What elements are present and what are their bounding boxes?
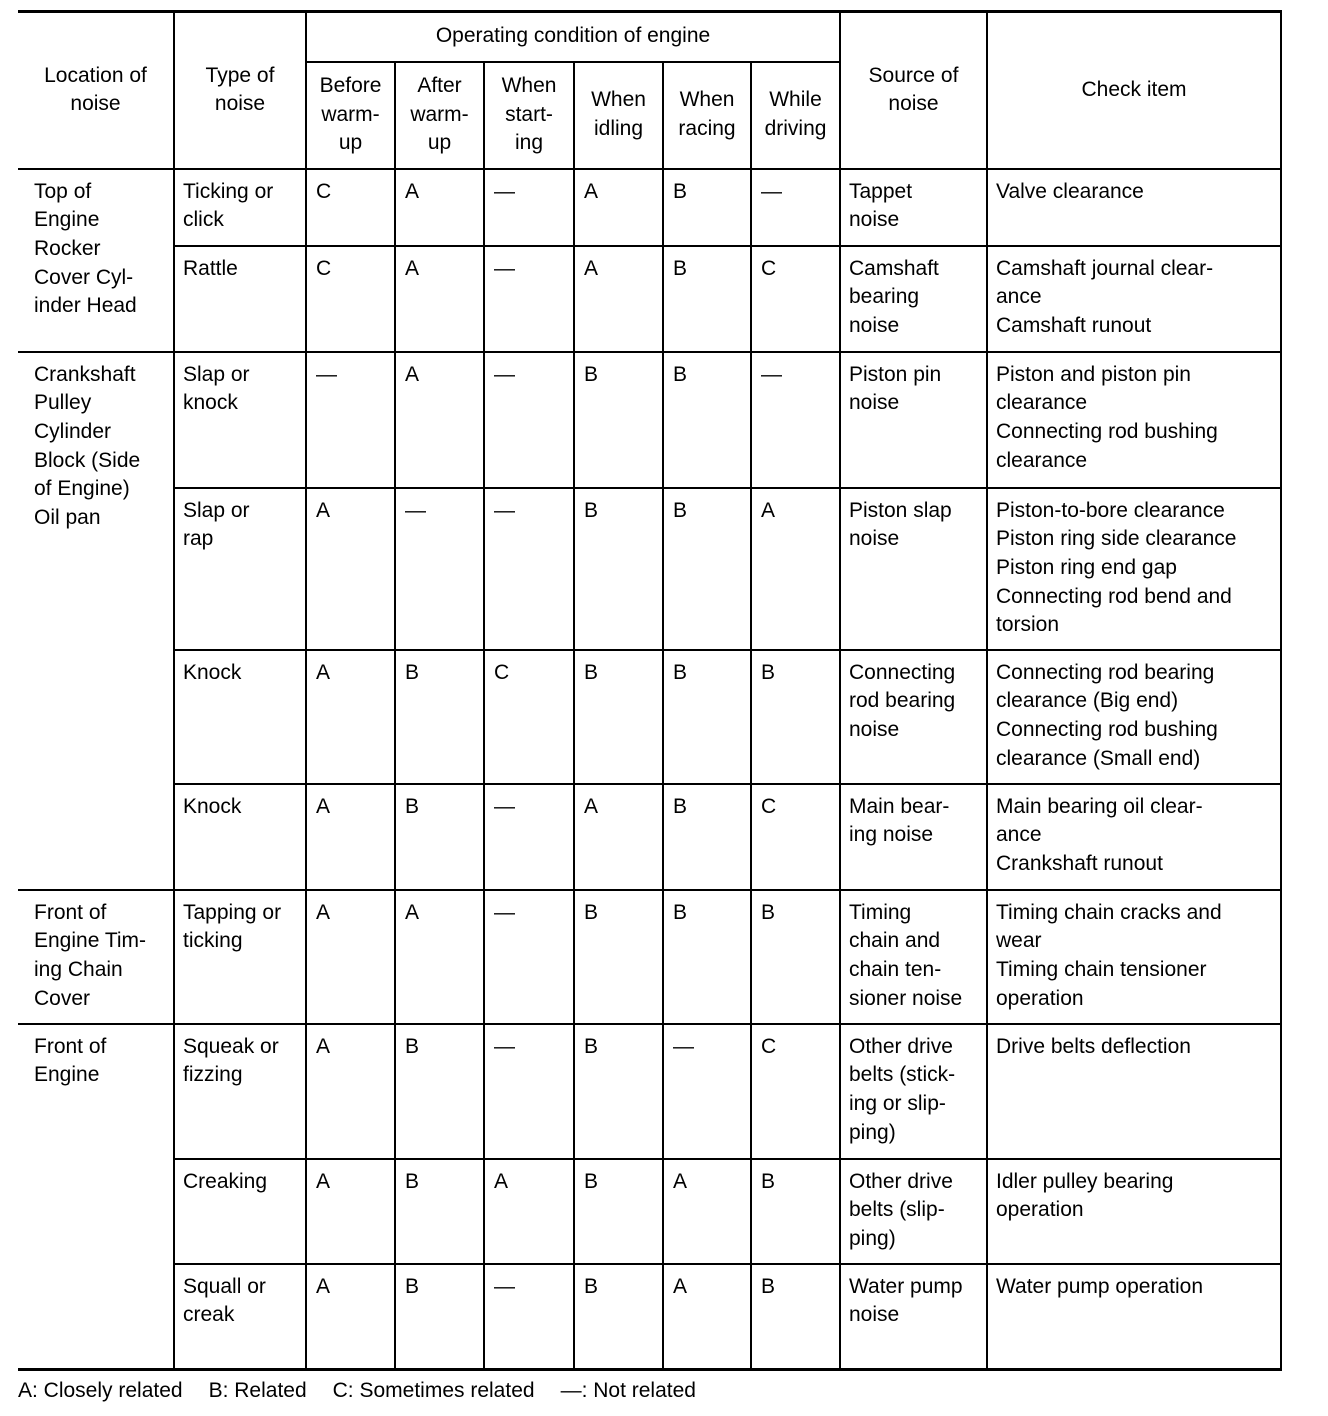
rating-cell: A bbox=[306, 1264, 395, 1370]
rating-cell: A bbox=[306, 488, 395, 650]
table-row bbox=[18, 1024, 1281, 1159]
rating-cell: C bbox=[484, 650, 574, 784]
source-cell: Tappet noise bbox=[840, 169, 987, 246]
rating-cell: B bbox=[574, 890, 663, 1024]
rating-cell: B bbox=[395, 1024, 484, 1159]
rating-cell: B bbox=[663, 650, 751, 784]
source-cell: Other drive belts (slip- ping) bbox=[840, 1159, 987, 1264]
source-cell: Piston pin noise bbox=[840, 352, 987, 488]
header-type: Type of noise bbox=[174, 12, 306, 169]
location-cell: Front of Engine bbox=[18, 1024, 174, 1370]
header-condition: While driving bbox=[751, 62, 840, 169]
rating-cell: — bbox=[751, 169, 840, 246]
legend-item: B: Related bbox=[208, 1379, 307, 1402]
rating-cell: A bbox=[574, 784, 663, 890]
rating-cell: A bbox=[751, 488, 840, 650]
rating-cell: — bbox=[484, 352, 574, 488]
rating-cell: C bbox=[306, 246, 395, 352]
noise-type-cell: Rattle bbox=[174, 246, 306, 352]
rating-cell: A bbox=[395, 890, 484, 1024]
header-condition: After warm- up bbox=[395, 62, 484, 169]
rating-cell: — bbox=[751, 352, 840, 488]
source-cell: Piston slap noise bbox=[840, 488, 987, 650]
table-row bbox=[18, 1264, 1281, 1370]
rating-cell: B bbox=[395, 784, 484, 890]
rating-cell: B bbox=[663, 246, 751, 352]
source-cell: Connecting rod bearing noise bbox=[840, 650, 987, 784]
rating-cell: B bbox=[395, 650, 484, 784]
noise-type-cell: Knock bbox=[174, 784, 306, 890]
rating-cell: B bbox=[574, 488, 663, 650]
location-cell: Crankshaft Pulley Cylinder Block (Side of Engine) Oil pan bbox=[18, 352, 174, 890]
rating-cell: — bbox=[395, 488, 484, 650]
header-location: Location of noise bbox=[18, 12, 174, 169]
noise-type-cell: Creaking bbox=[174, 1159, 306, 1264]
table-row bbox=[18, 246, 1281, 352]
rating-cell: B bbox=[574, 1264, 663, 1370]
noise-type-cell: Slap or rap bbox=[174, 488, 306, 650]
rating-cell: B bbox=[395, 1264, 484, 1370]
table-row bbox=[18, 650, 1281, 784]
rating-cell: A bbox=[306, 784, 395, 890]
rating-cell: B bbox=[574, 650, 663, 784]
rating-cell: B bbox=[663, 488, 751, 650]
rating-cell: B bbox=[663, 890, 751, 1024]
check-item-cell: Valve clearance bbox=[987, 169, 1281, 246]
rating-cell: A bbox=[574, 246, 663, 352]
rating-cell: A bbox=[663, 1159, 751, 1264]
rating-cell: A bbox=[306, 1159, 395, 1264]
check-item-cell: Piston and piston pin clearance Connecting rod bushing clearance bbox=[987, 352, 1281, 488]
rating-cell: — bbox=[306, 352, 395, 488]
noise-type-cell: Knock bbox=[174, 650, 306, 784]
check-item-cell: Camshaft journal clear- ance Camshaft runout bbox=[987, 246, 1281, 352]
rating-cell: A bbox=[574, 169, 663, 246]
header-condition: When idling bbox=[574, 62, 663, 169]
legend-item: —: Not related bbox=[560, 1379, 696, 1402]
location-cell: Top of Engine Rocker Cover Cyl- inder Head bbox=[18, 169, 174, 352]
rating-cell: C bbox=[751, 784, 840, 890]
header-source: Source of noise bbox=[840, 12, 987, 169]
header-condition: When racing bbox=[663, 62, 751, 169]
source-cell: Main bear- ing noise bbox=[840, 784, 987, 890]
table-row bbox=[18, 352, 1281, 488]
rating-cell: B bbox=[751, 1264, 840, 1370]
rating-cell: B bbox=[574, 1024, 663, 1159]
rating-cell: A bbox=[484, 1159, 574, 1264]
header-check-item: Check item bbox=[987, 12, 1281, 169]
noise-type-cell: Slap or knock bbox=[174, 352, 306, 488]
rating-cell: A bbox=[306, 1024, 395, 1159]
table-row bbox=[18, 1159, 1281, 1264]
rating-cell: — bbox=[663, 1024, 751, 1159]
rating-cell: — bbox=[484, 1024, 574, 1159]
table-row bbox=[18, 890, 1281, 1024]
rating-cell: — bbox=[484, 784, 574, 890]
check-item-cell: Connecting rod bearing clearance (Big end) Connecting rod bushing clearance (Small end) bbox=[987, 650, 1281, 784]
rating-cell: B bbox=[663, 352, 751, 488]
legend-item: C: Sometimes related bbox=[332, 1379, 535, 1402]
rating-cell: — bbox=[484, 890, 574, 1024]
check-item-cell: Timing chain cracks and wear Timing chain tensioner operation bbox=[987, 890, 1281, 1024]
table-row bbox=[18, 784, 1281, 890]
source-cell: Water pump noise bbox=[840, 1264, 987, 1370]
rating-cell: C bbox=[306, 169, 395, 246]
check-item-cell: Idler pulley bearing operation bbox=[987, 1159, 1281, 1264]
rating-cell: A bbox=[395, 246, 484, 352]
rating-cell: — bbox=[484, 169, 574, 246]
rating-cell: C bbox=[751, 246, 840, 352]
check-item-cell: Piston-to-bore clearance Piston ring side clearance Piston ring end gap Connecting rod bend and torsion bbox=[987, 488, 1281, 650]
rating-cell: A bbox=[663, 1264, 751, 1370]
header-condition: Before warm- up bbox=[306, 62, 395, 169]
rating-cell: A bbox=[395, 352, 484, 488]
legend-item: A: Closely related bbox=[18, 1379, 183, 1402]
rating-cell: B bbox=[574, 1159, 663, 1264]
legend bbox=[18, 1379, 722, 1403]
table-row bbox=[18, 169, 1281, 246]
rating-cell: B bbox=[751, 1159, 840, 1264]
check-item-cell: Main bearing oil clear- ance Crankshaft runout bbox=[987, 784, 1281, 890]
rating-cell: C bbox=[751, 1024, 840, 1159]
noise-type-cell: Squeak or fizzing bbox=[174, 1024, 306, 1159]
location-cell: Front of Engine Tim- ing Chain Cover bbox=[18, 890, 174, 1024]
rating-cell: B bbox=[663, 784, 751, 890]
source-cell: Camshaft bearing noise bbox=[840, 246, 987, 352]
source-cell: Timing chain and chain ten- sioner noise bbox=[840, 890, 987, 1024]
rating-cell: B bbox=[751, 650, 840, 784]
rating-cell: B bbox=[751, 890, 840, 1024]
noise-type-cell: Squall or creak bbox=[174, 1264, 306, 1370]
noise-type-cell: Ticking or click bbox=[174, 169, 306, 246]
engine-noise-table bbox=[18, 10, 1282, 1371]
header-operating-condition: Operating condition of engine bbox=[306, 12, 840, 62]
table-row bbox=[18, 488, 1281, 650]
rating-cell: B bbox=[395, 1159, 484, 1264]
rating-cell: A bbox=[306, 650, 395, 784]
rating-cell: A bbox=[395, 169, 484, 246]
rating-cell: B bbox=[574, 352, 663, 488]
header-condition: When start- ing bbox=[484, 62, 574, 169]
rating-cell: — bbox=[484, 1264, 574, 1370]
rating-cell: B bbox=[663, 169, 751, 246]
rating-cell: — bbox=[484, 488, 574, 650]
source-cell: Other drive belts (stick- ing or slip- ping) bbox=[840, 1024, 987, 1159]
rating-cell: — bbox=[484, 246, 574, 352]
rating-cell: A bbox=[306, 890, 395, 1024]
check-item-cell: Water pump operation bbox=[987, 1264, 1281, 1370]
check-item-cell: Drive belts deflection bbox=[987, 1024, 1281, 1159]
noise-type-cell: Tapping or ticking bbox=[174, 890, 306, 1024]
